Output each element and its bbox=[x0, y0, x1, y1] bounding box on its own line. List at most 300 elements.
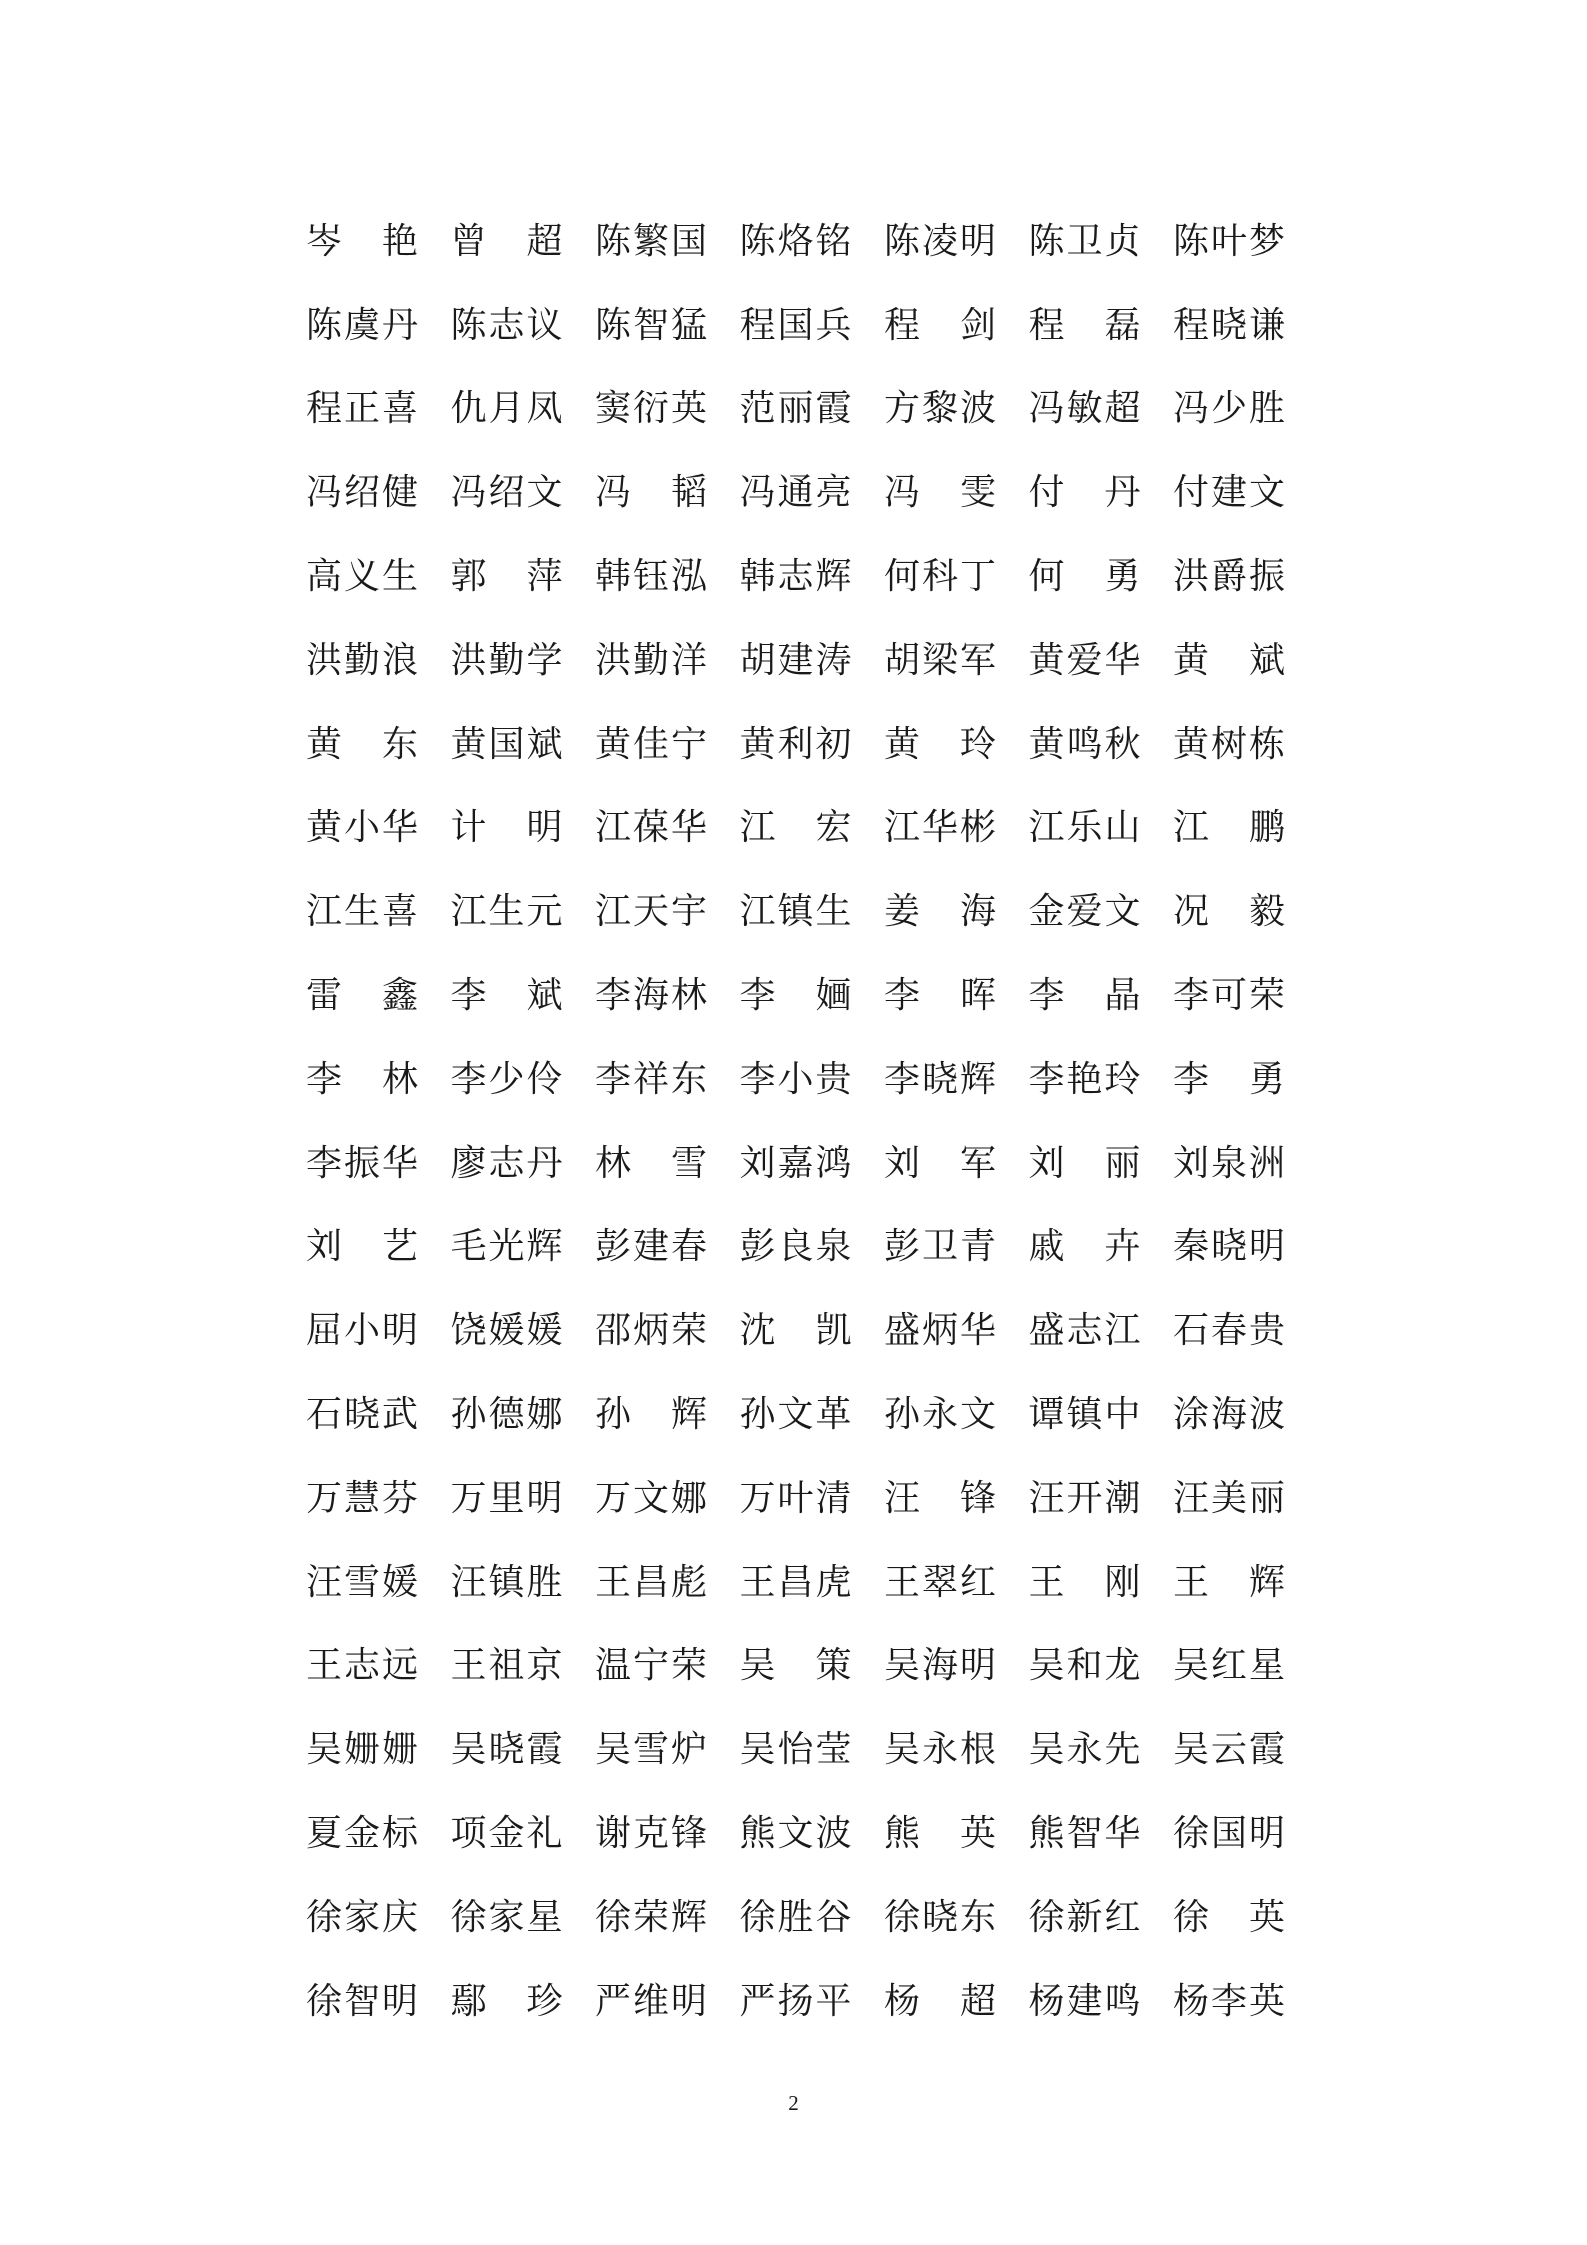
name-cell bbox=[1173, 887, 1318, 937]
name-cell bbox=[1029, 1055, 1174, 1105]
person-name: 汪雪媛 bbox=[306, 1561, 418, 1603]
person-name: 范丽霞 bbox=[739, 388, 852, 430]
person-name: 熊智华 bbox=[1028, 1813, 1141, 1855]
person-name: 黄佳宁 bbox=[595, 723, 707, 765]
person-name: 黄玲 bbox=[884, 723, 996, 765]
name-cell bbox=[1173, 1390, 1318, 1440]
name-cell bbox=[306, 1809, 451, 1859]
name-cell bbox=[740, 1558, 885, 1608]
name-cell bbox=[740, 1893, 885, 1943]
name-cell bbox=[306, 1558, 451, 1608]
name-cell bbox=[1173, 1139, 1318, 1189]
person-name: 石晓武 bbox=[306, 1394, 418, 1436]
name-cell bbox=[740, 468, 885, 518]
name-cell bbox=[884, 720, 1029, 770]
name-cell bbox=[740, 1139, 885, 1189]
person-name: 汪开潮 bbox=[1028, 1477, 1141, 1519]
person-name: 刘泉洲 bbox=[1173, 1142, 1285, 1184]
person-name: 江鹏 bbox=[1173, 807, 1285, 849]
person-name: 洪勤洋 bbox=[595, 639, 707, 681]
person-name: 吴永根 bbox=[884, 1729, 996, 1771]
name-cell bbox=[595, 468, 740, 518]
name-cell bbox=[740, 887, 885, 937]
name-row bbox=[306, 200, 1306, 284]
person-name: 江华彬 bbox=[884, 807, 996, 849]
name-row bbox=[306, 1708, 1306, 1792]
person-name: 陈繁国 bbox=[595, 220, 707, 262]
name-cell bbox=[451, 217, 596, 267]
page-number: 2 bbox=[788, 2091, 799, 2115]
person-name: 陈智猛 bbox=[595, 304, 707, 346]
person-name: 程晓谦 bbox=[1173, 304, 1285, 346]
person-name: 陈卫贞 bbox=[1028, 220, 1141, 262]
name-cell bbox=[595, 971, 740, 1021]
person-name: 徐荣辉 bbox=[595, 1896, 707, 1938]
person-name: 杨超 bbox=[884, 1980, 996, 2022]
person-name: 严扬平 bbox=[739, 1980, 852, 2022]
person-name: 李勇 bbox=[1173, 1058, 1285, 1100]
person-name: 雷鑫 bbox=[306, 975, 418, 1017]
name-cell bbox=[1029, 887, 1174, 937]
person-name: 杨李英 bbox=[1173, 1980, 1285, 2022]
person-name: 秦晓明 bbox=[1173, 1226, 1285, 1268]
person-name: 胡建涛 bbox=[739, 639, 852, 681]
name-cell bbox=[451, 1725, 596, 1775]
person-name: 吴云霞 bbox=[1173, 1729, 1285, 1771]
person-name: 刘军 bbox=[884, 1142, 996, 1184]
name-cell bbox=[740, 1390, 885, 1440]
name-cell bbox=[1029, 468, 1174, 518]
person-name: 陈虞丹 bbox=[306, 304, 418, 346]
name-cell bbox=[740, 1809, 885, 1859]
name-cell bbox=[595, 636, 740, 686]
person-name: 熊英 bbox=[884, 1813, 996, 1855]
name-cell bbox=[306, 217, 451, 267]
name-row bbox=[306, 703, 1306, 787]
name-cell bbox=[306, 384, 451, 434]
person-name: 徐智明 bbox=[306, 1980, 418, 2022]
person-name: 鄢珍 bbox=[450, 1980, 563, 2022]
name-row bbox=[306, 1876, 1306, 1960]
name-cell bbox=[740, 1055, 885, 1105]
name-cell bbox=[740, 552, 885, 602]
person-name: 仇月凤 bbox=[450, 388, 563, 430]
person-name: 万慧芬 bbox=[306, 1477, 418, 1519]
name-cell bbox=[1029, 384, 1174, 434]
name-cell bbox=[306, 1055, 451, 1105]
name-cell bbox=[451, 887, 596, 937]
name-cell bbox=[884, 1977, 1029, 2027]
name-cell bbox=[1173, 971, 1318, 1021]
name-cell bbox=[1173, 1222, 1318, 1272]
name-cell bbox=[1029, 1139, 1174, 1189]
person-name: 吴海明 bbox=[884, 1645, 996, 1687]
name-cell bbox=[595, 803, 740, 853]
name-cell bbox=[595, 384, 740, 434]
name-cell bbox=[884, 1641, 1029, 1691]
name-cell bbox=[595, 887, 740, 937]
person-name: 陈烙铭 bbox=[739, 220, 852, 262]
name-cell bbox=[1029, 1474, 1174, 1524]
name-cell bbox=[1173, 803, 1318, 853]
person-name: 李艳玲 bbox=[1028, 1058, 1141, 1100]
person-name: 金爱文 bbox=[1028, 891, 1141, 933]
name-row bbox=[306, 1206, 1306, 1290]
name-cell bbox=[451, 384, 596, 434]
person-name: 王昌彪 bbox=[595, 1561, 707, 1603]
person-name: 万文娜 bbox=[595, 1477, 707, 1519]
person-name: 李林 bbox=[306, 1058, 418, 1100]
person-name: 徐家庆 bbox=[306, 1896, 418, 1938]
name-cell bbox=[1029, 1558, 1174, 1608]
person-name: 冯通亮 bbox=[739, 472, 852, 514]
name-cell bbox=[1029, 1809, 1174, 1859]
name-cell bbox=[451, 971, 596, 1021]
name-cell bbox=[884, 636, 1029, 686]
person-name: 严维明 bbox=[595, 1980, 707, 2022]
person-name: 冯少胜 bbox=[1173, 388, 1285, 430]
person-name: 付丹 bbox=[1028, 472, 1141, 514]
person-name: 李海林 bbox=[595, 975, 707, 1017]
name-cell bbox=[306, 1306, 451, 1356]
name-cell bbox=[740, 720, 885, 770]
name-cell bbox=[740, 1306, 885, 1356]
name-cell bbox=[1173, 1725, 1318, 1775]
person-name: 冯雯 bbox=[884, 472, 996, 514]
person-name: 李少伶 bbox=[450, 1058, 563, 1100]
name-cell bbox=[595, 1558, 740, 1608]
name-cell bbox=[595, 1390, 740, 1440]
name-cell bbox=[1173, 384, 1318, 434]
person-name: 江生喜 bbox=[306, 891, 418, 933]
name-cell bbox=[595, 1139, 740, 1189]
person-name: 韩钰泓 bbox=[595, 556, 707, 598]
person-name: 曾超 bbox=[450, 220, 563, 262]
name-cell bbox=[306, 1474, 451, 1524]
person-name: 江乐山 bbox=[1028, 807, 1141, 849]
person-name: 高义生 bbox=[306, 556, 418, 598]
name-cell bbox=[451, 1222, 596, 1272]
name-cell bbox=[1029, 803, 1174, 853]
name-cell bbox=[884, 803, 1029, 853]
name-cell bbox=[1173, 1306, 1318, 1356]
person-name: 沈凯 bbox=[739, 1310, 852, 1352]
name-row bbox=[306, 1373, 1306, 1457]
name-cell bbox=[595, 720, 740, 770]
person-name: 石春贵 bbox=[1173, 1310, 1285, 1352]
person-name: 计明 bbox=[450, 807, 563, 849]
person-name: 洪勤学 bbox=[450, 639, 563, 681]
name-cell bbox=[1029, 971, 1174, 1021]
person-name: 吴策 bbox=[739, 1645, 852, 1687]
person-name: 黄利初 bbox=[739, 723, 852, 765]
name-cell bbox=[1029, 1977, 1174, 2027]
name-cell bbox=[451, 1306, 596, 1356]
person-name: 汪镇胜 bbox=[450, 1561, 563, 1603]
person-name: 孙辉 bbox=[595, 1394, 707, 1436]
person-name: 盛炳华 bbox=[884, 1310, 996, 1352]
person-name: 王志远 bbox=[306, 1645, 418, 1687]
name-cell bbox=[884, 552, 1029, 602]
name-cell bbox=[1029, 1222, 1174, 1272]
name-cell bbox=[451, 1390, 596, 1440]
name-cell bbox=[884, 217, 1029, 267]
person-name: 熊文波 bbox=[739, 1813, 852, 1855]
person-name: 刘艺 bbox=[306, 1226, 418, 1268]
person-name: 王翠红 bbox=[884, 1561, 996, 1603]
person-name: 洪爵振 bbox=[1173, 556, 1285, 598]
name-row bbox=[306, 284, 1306, 368]
person-name: 吴晓霞 bbox=[450, 1729, 563, 1771]
name-row bbox=[306, 535, 1306, 619]
name-row bbox=[306, 787, 1306, 871]
person-name: 王祖京 bbox=[450, 1645, 563, 1687]
name-cell bbox=[451, 1893, 596, 1943]
name-cell bbox=[1029, 720, 1174, 770]
person-name: 徐英 bbox=[1173, 1896, 1285, 1938]
person-name: 徐新红 bbox=[1028, 1896, 1141, 1938]
name-cell bbox=[884, 1474, 1029, 1524]
person-name: 谭镇中 bbox=[1028, 1394, 1141, 1436]
name-cell bbox=[451, 636, 596, 686]
name-cell bbox=[595, 1474, 740, 1524]
person-name: 汪锋 bbox=[884, 1477, 996, 1519]
person-name: 陈叶梦 bbox=[1173, 220, 1285, 262]
person-name: 胡梁军 bbox=[884, 639, 996, 681]
person-name: 涂海波 bbox=[1173, 1394, 1285, 1436]
name-cell bbox=[595, 1306, 740, 1356]
person-name: 洪勤浪 bbox=[306, 639, 418, 681]
person-name: 江生元 bbox=[450, 891, 563, 933]
person-name: 李祥东 bbox=[595, 1058, 707, 1100]
name-cell bbox=[306, 720, 451, 770]
name-cell bbox=[884, 1390, 1029, 1440]
name-cell bbox=[884, 1306, 1029, 1356]
person-name: 况毅 bbox=[1173, 891, 1285, 933]
person-name: 冯敏超 bbox=[1028, 388, 1141, 430]
name-cell bbox=[884, 1893, 1029, 1943]
person-name: 谢克锋 bbox=[595, 1813, 707, 1855]
name-cell bbox=[451, 552, 596, 602]
person-name: 王昌虎 bbox=[739, 1561, 852, 1603]
name-cell bbox=[740, 1641, 885, 1691]
name-cell bbox=[451, 1641, 596, 1691]
name-cell bbox=[451, 1139, 596, 1189]
person-name: 杨建鸣 bbox=[1028, 1980, 1141, 2022]
name-cell bbox=[451, 1977, 596, 2027]
person-name: 程剑 bbox=[884, 304, 996, 346]
name-cell bbox=[306, 1977, 451, 2027]
name-cell bbox=[1173, 301, 1318, 351]
person-name: 徐胜谷 bbox=[739, 1896, 852, 1938]
person-name: 付建文 bbox=[1173, 472, 1285, 514]
name-cell bbox=[1173, 636, 1318, 686]
name-cell bbox=[306, 636, 451, 686]
person-name: 孙永文 bbox=[884, 1394, 996, 1436]
person-name: 程国兵 bbox=[739, 304, 852, 346]
person-name: 邵炳荣 bbox=[595, 1310, 707, 1352]
name-cell bbox=[1029, 1390, 1174, 1440]
name-cell bbox=[740, 636, 885, 686]
person-name: 李晖 bbox=[884, 975, 996, 1017]
name-row bbox=[306, 1038, 1306, 1122]
person-name: 冯绍健 bbox=[306, 472, 418, 514]
name-cell bbox=[884, 468, 1029, 518]
name-cell bbox=[740, 1474, 885, 1524]
person-name: 何勇 bbox=[1028, 556, 1141, 598]
person-name: 吴永先 bbox=[1028, 1729, 1141, 1771]
name-cell bbox=[306, 1641, 451, 1691]
name-cell bbox=[740, 1725, 885, 1775]
name-cell bbox=[740, 301, 885, 351]
name-cell bbox=[451, 720, 596, 770]
name-cell bbox=[740, 1222, 885, 1272]
person-name: 吴雪炉 bbox=[595, 1729, 707, 1771]
name-cell bbox=[595, 217, 740, 267]
person-name: 刘嘉鸿 bbox=[739, 1142, 852, 1184]
name-cell bbox=[1029, 301, 1174, 351]
person-name: 李婳 bbox=[739, 975, 852, 1017]
person-name: 黄东 bbox=[306, 723, 418, 765]
person-name: 吴红星 bbox=[1173, 1645, 1285, 1687]
name-cell bbox=[884, 971, 1029, 1021]
name-cell bbox=[1029, 217, 1174, 267]
person-name: 彭建春 bbox=[595, 1226, 707, 1268]
person-name: 李可荣 bbox=[1173, 975, 1285, 1017]
name-cell bbox=[306, 1139, 451, 1189]
person-name: 万里明 bbox=[450, 1477, 563, 1519]
person-name: 姜海 bbox=[884, 891, 996, 933]
person-name: 徐晓东 bbox=[884, 1896, 996, 1938]
person-name: 江镇生 bbox=[739, 891, 852, 933]
name-cell bbox=[451, 301, 596, 351]
name-cell bbox=[451, 1055, 596, 1105]
name-cell bbox=[884, 384, 1029, 434]
name-cell bbox=[595, 301, 740, 351]
person-name: 孙德娜 bbox=[450, 1394, 563, 1436]
name-cell bbox=[306, 1893, 451, 1943]
name-cell bbox=[1173, 1558, 1318, 1608]
person-name: 廖志丹 bbox=[450, 1142, 563, 1184]
person-name: 林雪 bbox=[595, 1142, 707, 1184]
name-cell bbox=[451, 1558, 596, 1608]
name-cell bbox=[306, 468, 451, 518]
name-cell bbox=[595, 1055, 740, 1105]
name-cell bbox=[884, 1558, 1029, 1608]
name-cell bbox=[451, 1474, 596, 1524]
name-cell bbox=[306, 301, 451, 351]
name-cell bbox=[1173, 217, 1318, 267]
person-name: 江宏 bbox=[739, 807, 852, 849]
person-name: 冯韬 bbox=[595, 472, 707, 514]
person-name: 项金礼 bbox=[450, 1813, 563, 1855]
name-cell bbox=[884, 1139, 1029, 1189]
name-cell bbox=[595, 1977, 740, 2027]
person-name: 窦衍英 bbox=[595, 388, 707, 430]
person-name: 黄斌 bbox=[1173, 639, 1285, 681]
name-cell bbox=[1029, 1893, 1174, 1943]
name-cell bbox=[1029, 636, 1174, 686]
name-row bbox=[306, 1541, 1306, 1625]
person-name: 冯绍文 bbox=[450, 472, 563, 514]
person-name: 万叶清 bbox=[739, 1477, 852, 1519]
person-name: 郭萍 bbox=[450, 556, 563, 598]
name-cell bbox=[451, 468, 596, 518]
person-name: 黄小华 bbox=[306, 807, 418, 849]
person-name: 江天宇 bbox=[595, 891, 707, 933]
name-cell bbox=[884, 301, 1029, 351]
name-cell bbox=[884, 1222, 1029, 1272]
person-name: 黄树栋 bbox=[1173, 723, 1285, 765]
person-name: 毛光辉 bbox=[450, 1226, 563, 1268]
name-row bbox=[306, 870, 1306, 954]
person-name: 江葆华 bbox=[595, 807, 707, 849]
name-row bbox=[306, 619, 1306, 703]
name-row bbox=[306, 368, 1306, 452]
name-cell bbox=[306, 1390, 451, 1440]
name-cell bbox=[306, 552, 451, 602]
person-name: 汪美丽 bbox=[1173, 1477, 1285, 1519]
name-cell bbox=[884, 1055, 1029, 1105]
name-cell bbox=[595, 1725, 740, 1775]
name-cell bbox=[884, 887, 1029, 937]
name-cell bbox=[306, 803, 451, 853]
person-name: 饶媛媛 bbox=[450, 1310, 563, 1352]
name-cell bbox=[1029, 552, 1174, 602]
person-name: 夏金标 bbox=[306, 1813, 418, 1855]
name-cell bbox=[1029, 1725, 1174, 1775]
person-name: 李晶 bbox=[1028, 975, 1141, 1017]
person-name: 王辉 bbox=[1173, 1561, 1285, 1603]
person-name: 温宁荣 bbox=[595, 1645, 707, 1687]
person-name: 徐国明 bbox=[1173, 1813, 1285, 1855]
person-name: 彭良泉 bbox=[739, 1226, 852, 1268]
person-name: 吴怡莹 bbox=[739, 1729, 852, 1771]
person-name: 何科丁 bbox=[884, 556, 996, 598]
name-cell bbox=[451, 803, 596, 853]
person-name: 李斌 bbox=[450, 975, 563, 1017]
name-cell bbox=[595, 1222, 740, 1272]
person-name: 屈小明 bbox=[306, 1310, 418, 1352]
person-name: 韩志辉 bbox=[739, 556, 852, 598]
name-cell bbox=[1029, 1641, 1174, 1691]
name-cell bbox=[1173, 1641, 1318, 1691]
name-cell bbox=[595, 1641, 740, 1691]
name-list bbox=[306, 200, 1306, 2044]
person-name: 王刚 bbox=[1028, 1561, 1141, 1603]
person-name: 李小贵 bbox=[739, 1058, 852, 1100]
name-cell bbox=[1029, 1306, 1174, 1356]
name-cell bbox=[884, 1725, 1029, 1775]
person-name: 程正喜 bbox=[306, 388, 418, 430]
person-name: 李振华 bbox=[306, 1142, 418, 1184]
name-cell bbox=[1173, 720, 1318, 770]
person-name: 岑艳 bbox=[306, 220, 418, 262]
name-row bbox=[306, 1625, 1306, 1709]
name-cell bbox=[740, 1977, 885, 2027]
person-name: 刘丽 bbox=[1028, 1142, 1141, 1184]
person-name: 黄国斌 bbox=[450, 723, 563, 765]
person-name: 陈凌明 bbox=[884, 220, 996, 262]
name-row bbox=[306, 1457, 1306, 1541]
name-row bbox=[306, 1289, 1306, 1373]
name-cell bbox=[884, 1809, 1029, 1859]
person-name: 吴姗姗 bbox=[306, 1729, 418, 1771]
name-cell bbox=[306, 1725, 451, 1775]
person-name: 方黎波 bbox=[884, 388, 996, 430]
name-cell bbox=[306, 887, 451, 937]
name-cell bbox=[1173, 1055, 1318, 1105]
